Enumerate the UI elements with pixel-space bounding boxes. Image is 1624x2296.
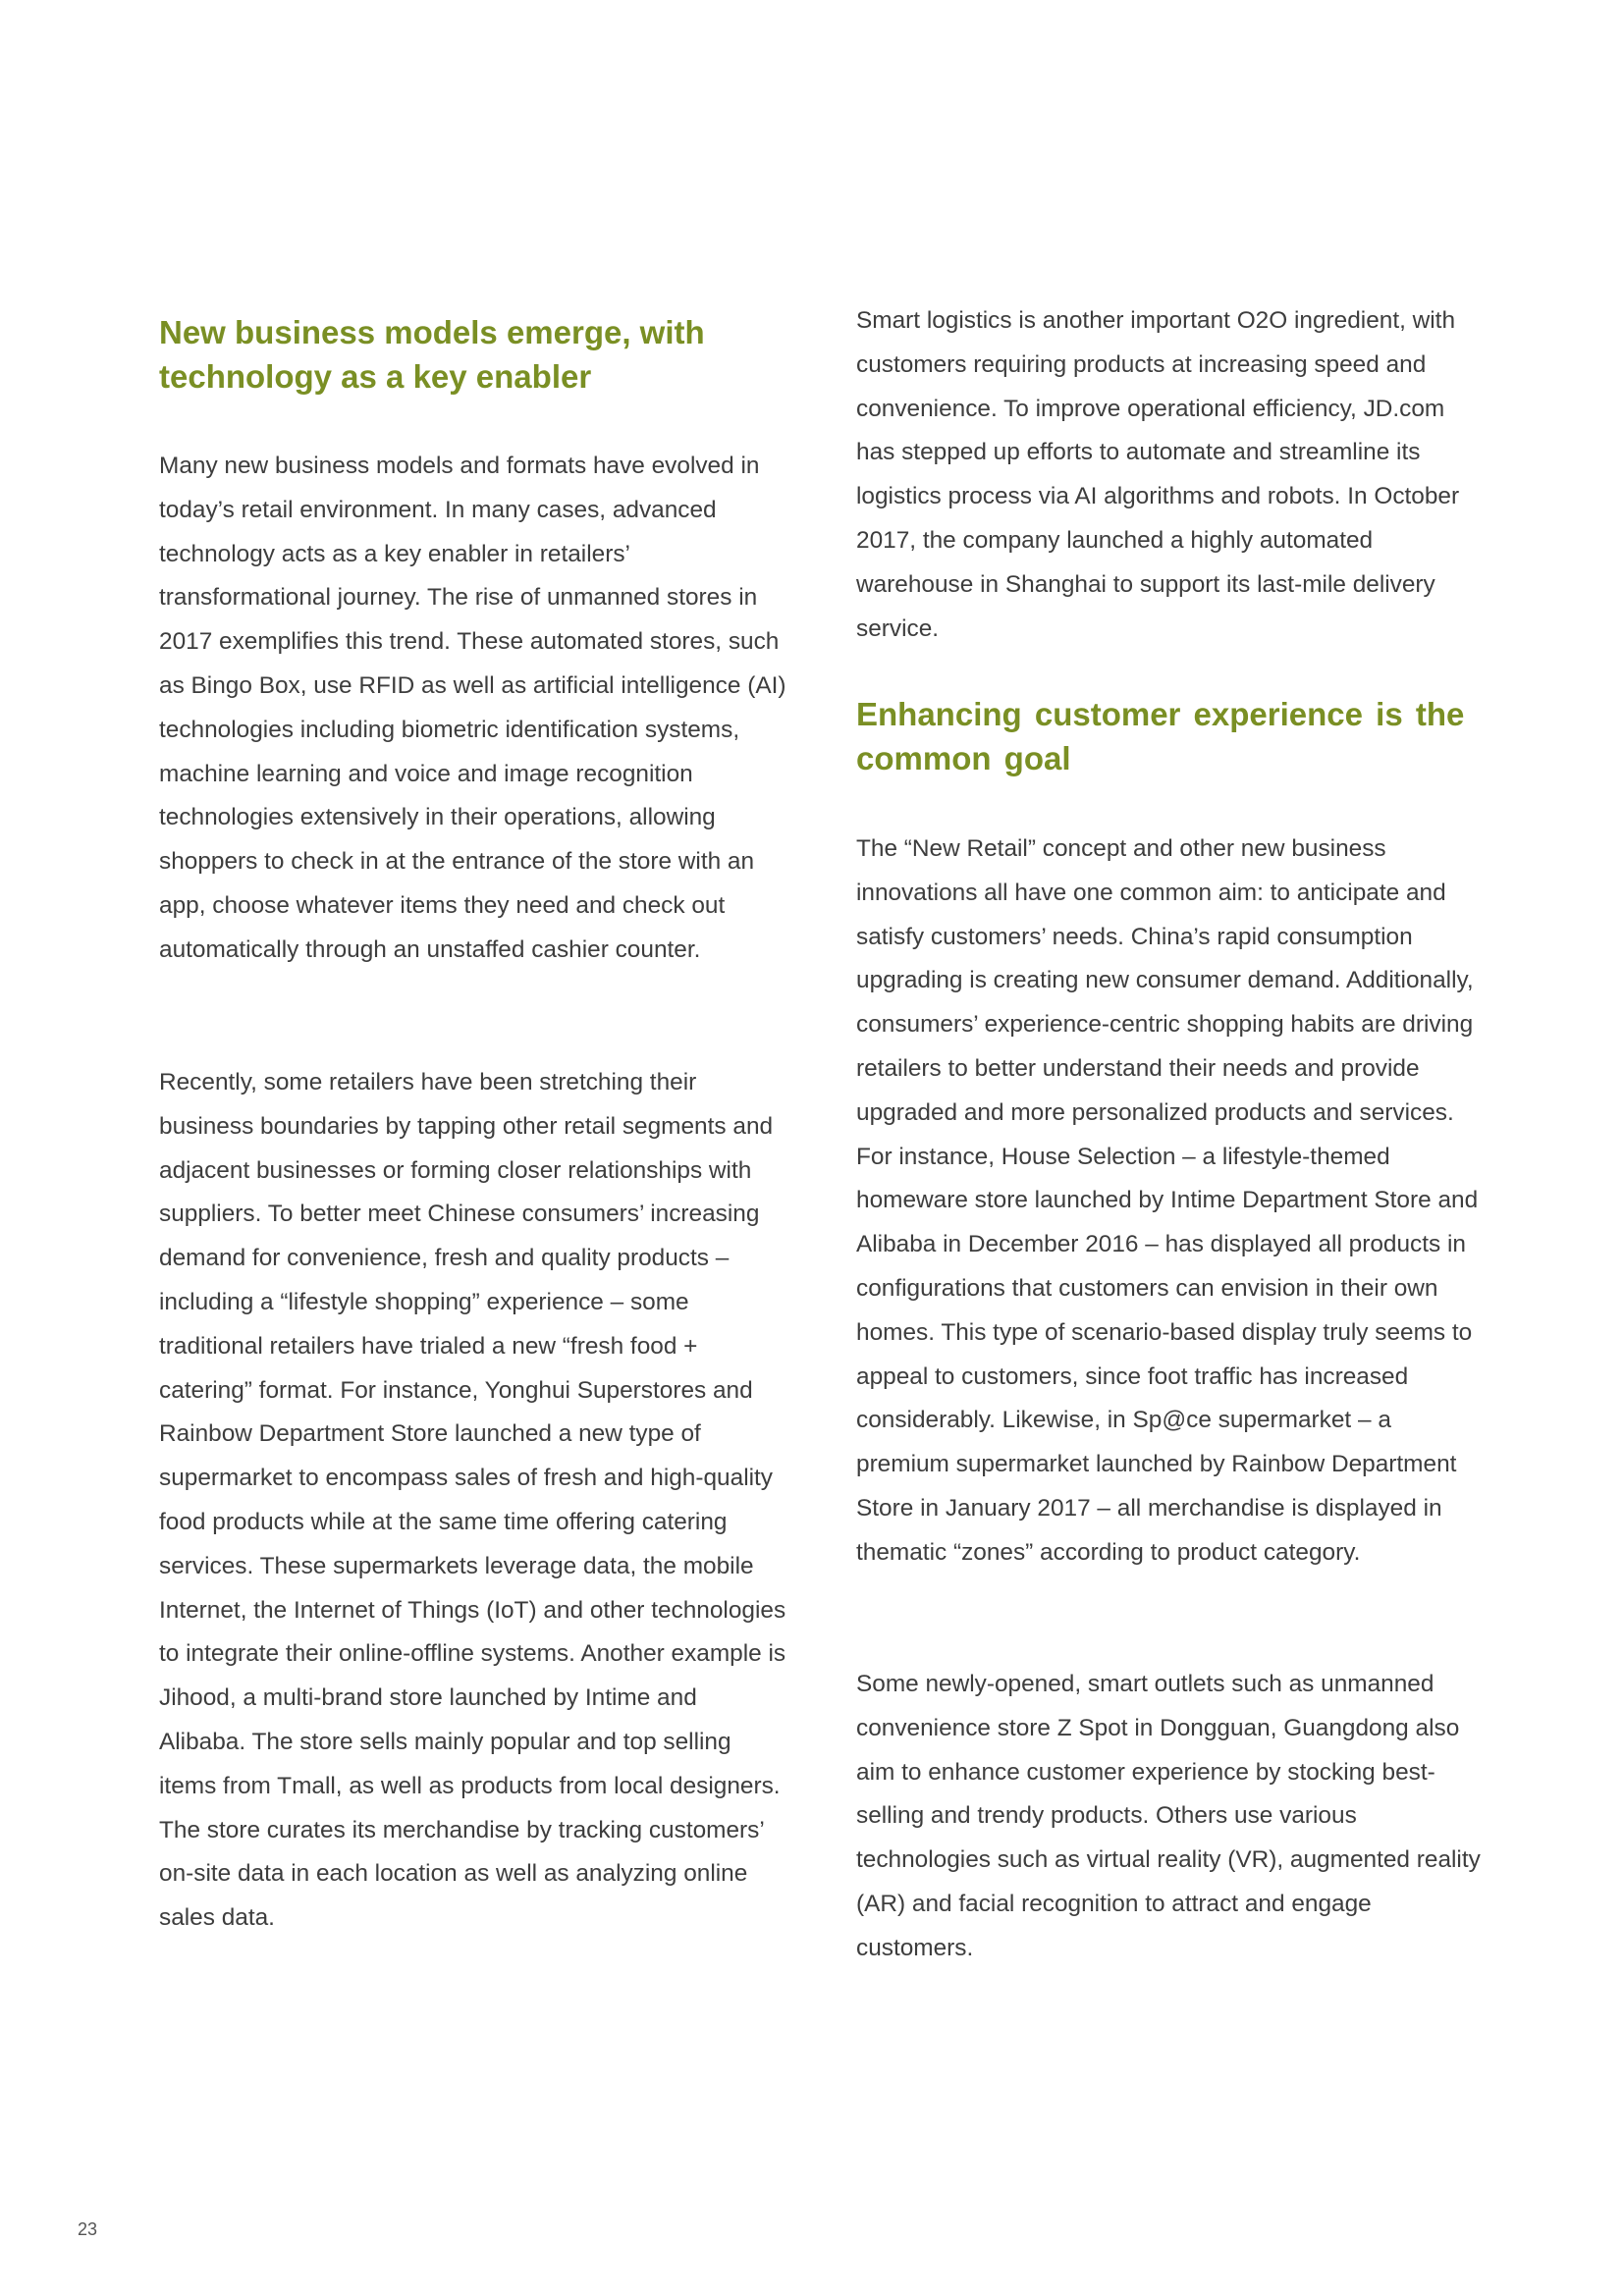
section-heading-customer-experience: Enhancing customer experience is the common goal: [856, 696, 1465, 776]
body-paragraph: Many new business models and formats have evolved in today’s retail environment. In many cases, advanced technology acts as a key enabler in retailers’ transformational journey. The rise of unmanned stores in 2017 exemplifies this trend. These automated stores, such as Bingo Box, use RFID as well as artificial intelligence (AI) technologies including biometric identification systems, machine learning and voice and image recognition technologies extensively in their operations, allowing shoppers to check in at the entrance of the store with an app, choose whatever items they need and check out automatically through an unstaffed cashier counter.: [159, 453, 786, 963]
body-paragraph: Smart logistics is another important O2O ingredient, with customers requiring products at increasing speed and convenience. To improve operational efficiency, JD.com has stepped up efforts to automate and streamline its logistics process via AI algorithms and robots. In October 2017, the company launched a highly automated warehouse in Shanghai to support its last-mile delivery service.: [856, 307, 1460, 642]
section-heading-new-business-models: New business models emerge, with technology as a key enabler: [159, 314, 705, 395]
body-paragraph: The “New Retail” concept and other new business innovations all have one common aim: to anticipate and satisfy customers’ needs. China’s rapid consumption upgrading is creating new consumer demand. Additionally, consumers’ experience-centric shopping habits are driving retailers to better understand their needs and provide upgraded and more personalized products and services. For instance, House Selection – a lifestyle-themed homeware store launched by Intime Department Store and Alibaba in December 2016 – has displayed all products in configurations that customers can envision in their own homes. This type of scenario-based display truly seems to appeal to customers, since foot traffic has increased considerably. Likewise, in Sp@ce supermarket – a premium supermarket launched by Rainbow Department Store in January 2017 – all merchandise is displayed in thematic “zones” according to product category.: [856, 835, 1479, 1566]
body-paragraph: Some newly-opened, smart outlets such as unmanned convenience store Z Spot in Dongguan, Guangdong also aim to enhance customer experience by stocking best- selling and trendy products. Others use various technologies such as virtual reality (VR), augmented reality (AR) and facial recognition to attract and engage customers.: [856, 1671, 1481, 1961]
page-number: 23: [78, 2219, 98, 2239]
body-paragraph: Recently, some retailers have been stretching their business boundaries by tapping other retail segments and adjacent businesses or forming closer relationships with suppliers. To better meet Chinese consumers’ increasing demand for convenience, fresh and quality products – including a “lifestyle shopping” experience – some traditional retailers have trialed a new “fresh food + catering” format. For instance, Yonghui Superstores and Rainbow Department Store launched a new type of supermarket to encompass sales of fresh and high-quality food products while at the same time offering catering services. These supermarkets leverage data, the mobile Internet, the Internet of Things (IoT) and other technologies to integrate their online-offline systems. Another example is Jihood, a multi-brand store launched by Intime and Alibaba. The store sells mainly popular and top selling items from Tmall, as well as products from local designers. The store curates its merchandise by tracking customers’ on-site data in each location as well as analyzing online sales data.: [159, 1069, 786, 1932]
